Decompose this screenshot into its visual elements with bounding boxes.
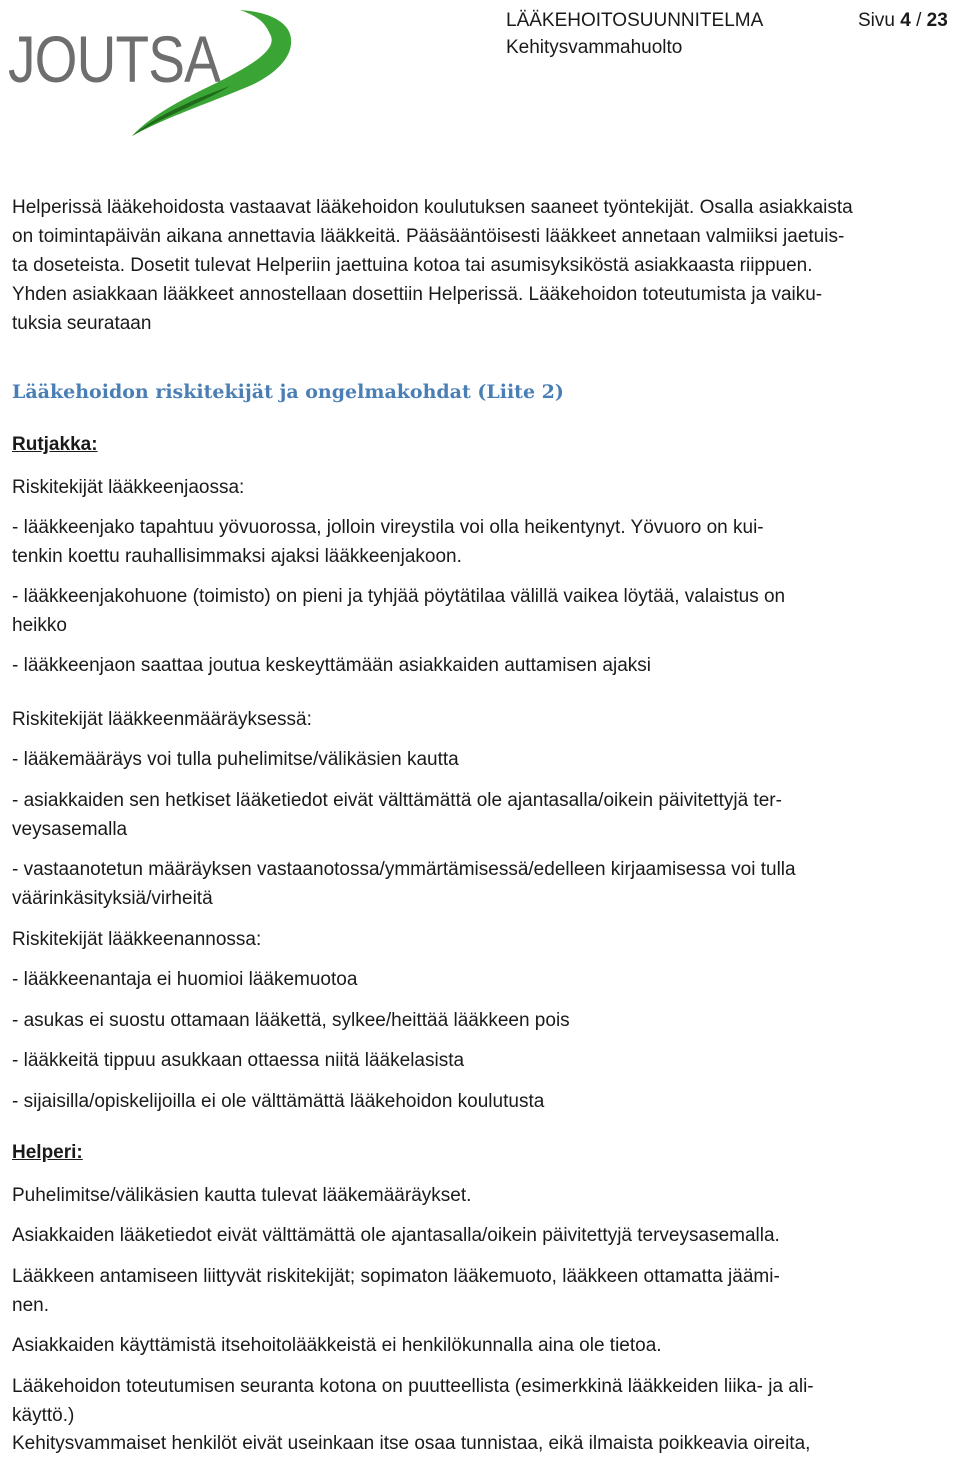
helperi-heading: Helperi: [12, 1142, 83, 1163]
paragraph-line: Asiakkaiden lääketiedot eivät välttämättä ole ajantasalla/oikein päivitettyjä terveysasemalla. [12, 1225, 780, 1246]
intro-line: ta doseteista. Dosetit tulevat Helperiin jaettuina kotoa tai asumisyksiköstä asiakkaasta riippuen. [12, 255, 813, 276]
list-item: - sijaisilla/opiskelijoilla ei ole välttämättä lääkehoidon koulutusta [12, 1091, 545, 1112]
paragraph-line: käyttö.) [12, 1405, 75, 1426]
rutjakka-heading: Rutjakka: [12, 434, 98, 455]
paragraph-line: Lääkkeen antamiseen liittyvät riskitekijät; sopimaton lääkemuoto, lääkkeen ottamatta jäämi- [12, 1266, 780, 1287]
joutsa-logo [8, 4, 298, 140]
page-total: 23 [926, 10, 948, 31]
list-item-cont: tenkin koettu rauhallisimmaksi ajaksi lääkkeenjakoon. [12, 546, 462, 567]
subheading: Riskitekijät lääkkeenjaossa: [12, 477, 245, 498]
paragraph-line: Lääkehoidon toteutumisen seuranta kotona on puutteellista (esimerkkinä lääkkeiden liika- ja ali- [12, 1376, 814, 1397]
section-heading: Lääkehoidon riskitekijät ja ongelmakohdat (Liite 2) [12, 381, 564, 403]
list-item: - lääkkeenjakohuone (toimisto) on pieni ja tyhjää pöytätilaa välillä vaikea löytää, valaistus on [12, 586, 786, 607]
list-item-cont: heikko [12, 615, 67, 636]
list-item: - asukas ei suostu ottamaan lääkettä, sylkee/heittää lääkkeen pois [12, 1010, 570, 1031]
doc-subtitle: Kehitysvammahuolto [506, 37, 683, 58]
list-item: - lääkemääräys voi tulla puhelimitse/välikäsien kautta [12, 749, 459, 770]
list-item-cont: väärinkäsityksiä/virheitä [12, 888, 213, 909]
list-item: - vastaanotetun määräyksen vastaanotossa/ymmärtämisessä/edelleen kirjaamisessa voi tulla [12, 859, 796, 880]
logo-text: JOUTSA [8, 22, 221, 96]
doc-title: LÄÄKEHOITOSUUNNITELMA [506, 10, 764, 31]
paragraph-line: Asiakkaiden käyttämistä itsehoitolääkkeistä ei henkilökunnalla aina ole tietoa. [12, 1335, 662, 1356]
intro-line: on toimintapäivän aikana annettavia lääkkeitä. Pääsääntöisesti lääkkeet annetaan valmiiksi jaetuis- [12, 226, 845, 247]
page-number [858, 8, 948, 34]
list-item-cont: veysasemalla [12, 819, 128, 840]
list-item: - lääkkeenjako tapahtuu yövuorossa, jolloin vireystila voi olla heikentynyt. Yövuoro on kui- [12, 517, 764, 538]
intro-line: Helperissä lääkehoidosta vastaavat lääkehoidon koulutuksen saaneet työntekijät. Osalla asiakkaista [12, 197, 853, 218]
page-current: 4 [900, 10, 911, 31]
subheading: Riskitekijät lääkkeenannossa: [12, 929, 262, 950]
page-label: Sivu [858, 10, 895, 31]
paragraph-line: Puhelimitse/välikäsien kautta tulevat lääkemääräykset. [12, 1185, 472, 1206]
list-item: - lääkkeenjaon saattaa joutua keskeyttämään asiakkaiden auttamisen ajaksi [12, 655, 651, 676]
paragraph-line: Kehitysvammaiset henkilöt eivät useinkaan itse osaa tunnistaa, eikä ilmaista poikkeavia oireita, [12, 1433, 811, 1454]
subheading: Riskitekijät lääkkeenmääräyksessä: [12, 709, 312, 730]
list-item: - lääkkeenantaja ei huomioi lääkemuotoa [12, 969, 358, 990]
paragraph-line: nen. [12, 1295, 49, 1316]
page-sep: / [916, 10, 922, 31]
list-item: - asiakkaiden sen hetkiset lääketiedot eivät välttämättä ole ajantasalla/oikein päivitettyjä ter- [12, 790, 782, 811]
list-item: - lääkkeitä tippuu asukkaan ottaessa niitä lääkelasista [12, 1050, 465, 1071]
intro-line: Yhden asiakkaan lääkkeet annostellaan dosettiin Helperissä. Lääkehoidon toteutumista ja vaiku- [12, 284, 823, 305]
intro-line: tuksia seurataan [12, 313, 152, 334]
